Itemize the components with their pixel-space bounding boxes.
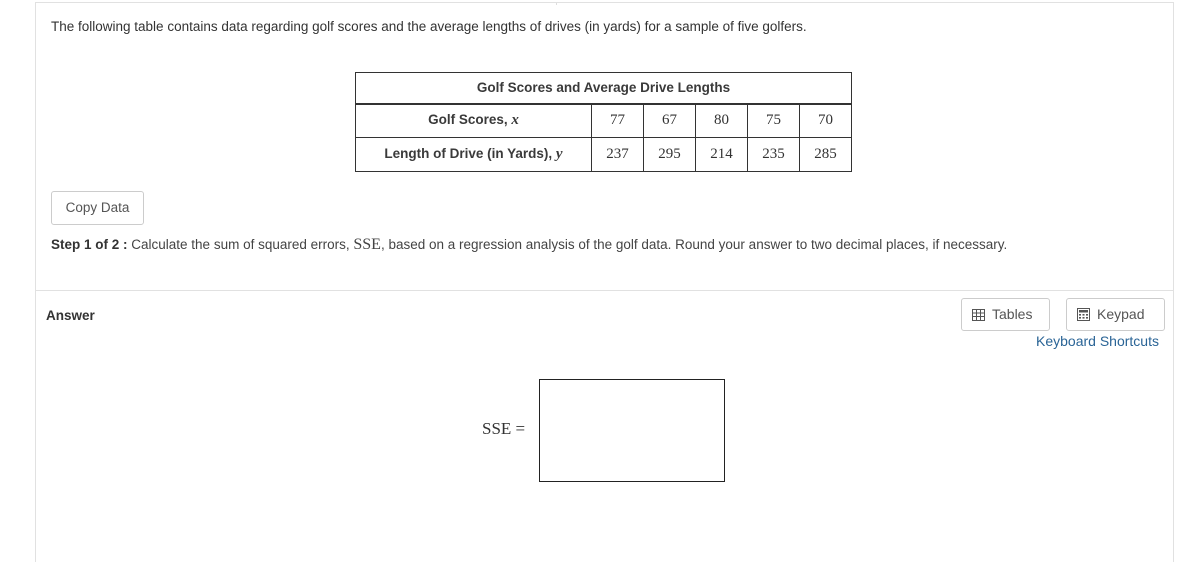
table-cell: 80 [696, 104, 748, 138]
top-divider [556, 3, 557, 5]
copy-data-button[interactable]: Copy Data [51, 191, 144, 225]
table-cell: 67 [644, 104, 696, 138]
table-cell: 77 [592, 104, 644, 138]
golf-data-table [355, 72, 852, 172]
row-variable: x [511, 112, 519, 129]
step-instructions [51, 236, 1007, 254]
row-header-drive-length [356, 138, 592, 172]
sse-answer-input[interactable] [539, 379, 725, 482]
step-text-after: , based on a regression analysis of the golf data. Round your answer to two decimal places, if necessary. [380, 237, 1008, 252]
answer-label: Answer [46, 308, 95, 323]
sse-label: SSE = [482, 419, 526, 438]
table-cell: 75 [748, 104, 800, 138]
table-cell: 285 [800, 138, 852, 172]
table-cell: 214 [696, 138, 748, 172]
table-cell: 295 [644, 138, 696, 172]
keypad-button[interactable] [1066, 298, 1165, 331]
row-header-golf-scores [356, 104, 592, 138]
row-label: Length of Drive (in Yards), [384, 146, 556, 161]
table-row [356, 104, 852, 138]
question-intro: The following table contains data regarding golf scores and the average lengths of drives (in yards) for a sample of five golfers. [51, 19, 807, 34]
table-cell: 70 [800, 104, 852, 138]
row-variable: y [555, 146, 563, 162]
table-title: Golf Scores and Average Drive Lengths [356, 73, 852, 104]
table-cell: 235 [748, 138, 800, 172]
keyboard-shortcuts-link[interactable]: Keyboard Shortcuts [1036, 333, 1159, 349]
tables-button[interactable] [961, 298, 1050, 331]
calculator-icon [1077, 308, 1090, 321]
step-label: Step 1 of 2 : [51, 237, 128, 252]
keypad-button-label: Keypad [1097, 306, 1145, 322]
step-text-before: Calculate the sum of squared errors, [127, 237, 354, 252]
table-grid-icon [972, 309, 985, 321]
section-divider [36, 290, 1173, 291]
row-label: Golf Scores, [428, 112, 512, 128]
step-math-sse: SSE [353, 236, 381, 253]
table-row [356, 138, 852, 172]
table-cell: 237 [592, 138, 644, 172]
tables-button-label: Tables [992, 306, 1033, 322]
